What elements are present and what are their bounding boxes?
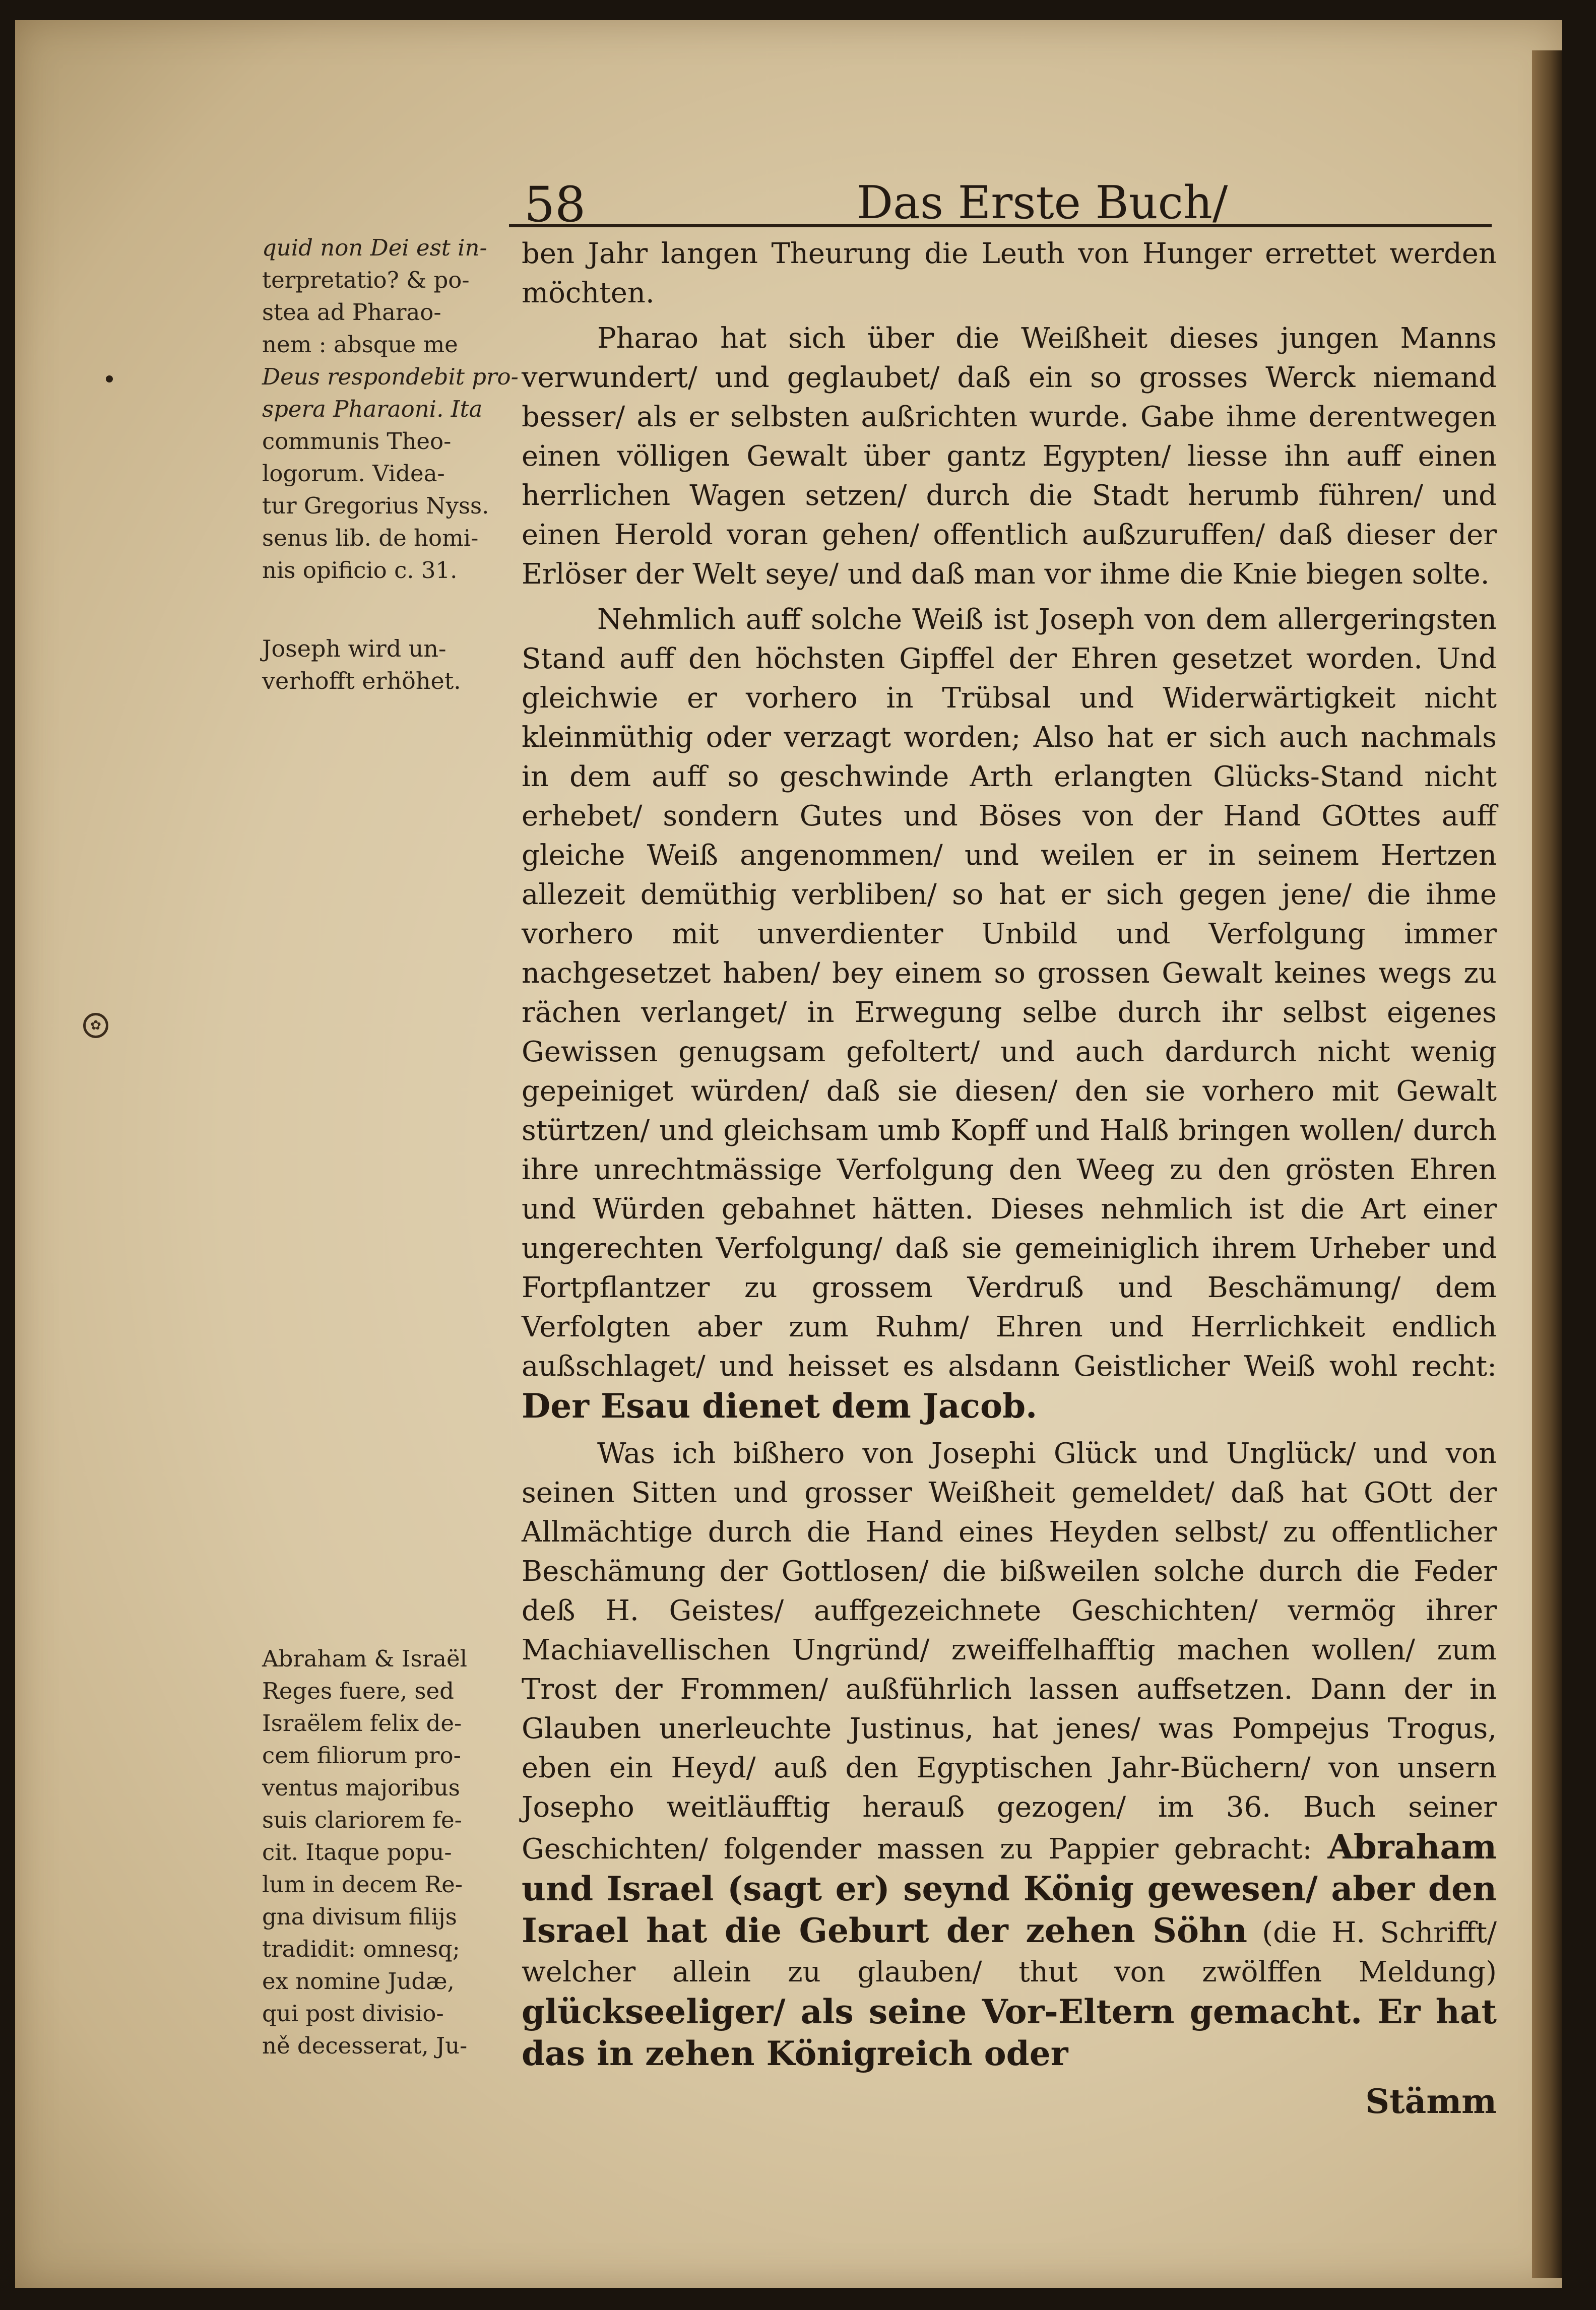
margin-note-3 bbox=[262, 1643, 501, 2062]
margin-line: quid non Dei est in- bbox=[262, 234, 487, 261]
catchword-text: Stämm bbox=[1365, 2082, 1497, 2121]
margin-line: stea ad Pharao- bbox=[262, 299, 441, 326]
paragraph-4-text: Was ich bißhero von Josephi Glück und Unglück/ und von seinen Sitten und grosser Weißheit gemeldet/ daß hat GOtt der Allmächtige durch die Hand eines Heyden selbst/ zu offentlicher Beschämung der Gottlosen/ die bißweilen solche durch die Feder deß H. Geistes/ auffgezeichnete Geschichten/ vermög ihrer Machiavellischen Ungründ/ zweiffelhafftig machen wollen/ zum Trost der Frommen/ außführlich lassen auffsetzen. Dann der in Glauben unerleuchte Justinus, hat jenes/ was Pompejus Trogus, eben ein Heyd/ auß den Egyptischen Jahr-Büchern/ von unsern Josepho weitläufftig herauß gezogen/ im 36. Buch seiner Geschichten/ folgender massen zu Pappier gebracht: bbox=[522, 1437, 1497, 1866]
margin-line: ně decesserat, Ju- bbox=[262, 2032, 468, 2059]
paragraph-4-aside: (die H. Schrifft/ welcher allein zu glauben/ thut von zwölffen Meldung) bbox=[522, 1916, 1497, 1988]
margin-line: verhofft erhöhet. bbox=[262, 667, 461, 694]
margin-line: cem filiorum pro- bbox=[262, 1742, 461, 1769]
header-rule bbox=[509, 224, 1492, 227]
margin-line: gna divisum filijs bbox=[262, 1903, 457, 1930]
paragraph-3-text: Nehmlich auff solche Weiß ist Joseph von dem allergeringsten Stand auff den höchsten Gipffel der Ehren gesetzet worden. Und gleichwie er vorhero in Trübsal und Widerwärtigkeit nicht kleinmüthig oder verzagt worden; Also hat er sich auch nachmals in dem auff so geschwinde Arth erlangten Glücks-Stand nicht erhebet/ sondern Gutes und Böses von der Hand GOttes auff gleiche Weiß angenommen/ und weilen er in seinem Hertzen allezeit demüthig verbliben/ so hat er sich gegen jene/ die ihme vorhero mit unverdienter Unbild und Verfolgung immer nachgesetzet haben/ bey einem so grossen Gewalt keines wegs zu rächen verlanget/ in Erwegung selbe durch ihr selbst eigenes Gewissen genugsam gefoltert/ und auch dardurch nicht wenig gepeiniget würden/ daß sie diesen/ den sie vorhero mit Gewalt stürtzen/ und gleichsam umb Kopff und Halß bringen wollen/ durch ihre unrechtmässige Verfolgung den Weeg zu den grösten Ehren und Würden gebahnet hätten. Dieses nehmlich ist die Art einer ungerechten Verfolgung/ daß sie gemeiniglich ihrem Urheber und Fortpflantzer zu grossem Verdruß und Beschämung/ dem Verfolgten aber zum Ruhm/ Ehren und Herrlichkeit endlich außschlaget/ und heisset es alsdann Geistlicher Weiß wohl recht: bbox=[522, 603, 1497, 1383]
margin-line: tradidit: omnesq; bbox=[262, 1936, 460, 1962]
margin-line: spera Pharaoni. Ita bbox=[262, 396, 483, 422]
paragraph-3 bbox=[522, 600, 1497, 1428]
margin-line: communis Theo- bbox=[262, 428, 452, 455]
margin-line: cit. Itaque popu- bbox=[262, 1839, 452, 1866]
margin-line: Israëlem felix de- bbox=[262, 1710, 462, 1737]
page-number: 58 bbox=[524, 176, 586, 233]
margin-line: Deus respondebit pro- bbox=[262, 363, 519, 390]
ink-dot bbox=[106, 375, 113, 382]
running-head: Das Erste Buch/ bbox=[857, 176, 1228, 229]
margin-note-2 bbox=[262, 632, 501, 697]
book-page bbox=[15, 20, 1562, 2288]
margin-note-1 bbox=[262, 232, 519, 587]
paragraph-2: Pharao hat sich über die Weißheit dieses jungen Manns verwundert/ und geglaubet/ daß ein so grosses Werck niemand besser/ als er selbsten außrichten wurde. Gabe ihme derentwegen einen völligen Gewalt über gantz Egypten/ liesse ihn auff einen herrlichen Wagen setzen/ durch die Stadt herumb führen/ und einen Herold voran gehen/ offentlich außzuruffen/ daß dieser der Erlöser der Welt seye/ und daß man vor ihme die Knie biegen solte. bbox=[522, 322, 1497, 591]
margin-line: nem : absque me bbox=[262, 331, 458, 358]
page-header bbox=[509, 171, 1492, 233]
paragraph-1: ben Jahr langen Theurung die Leuth von Hunger errettet werden möchten. bbox=[522, 237, 1497, 309]
margin-line: Abraham & Israël bbox=[262, 1645, 468, 1672]
emphasis-quote: Abraham und Israel (sagt er) seynd König gewesen/ aber den Israel hat die Geburt der zehen Söhn bbox=[522, 1827, 1497, 1950]
margin-line: nis opificio c. 31. bbox=[262, 557, 458, 584]
margin-line: lum in decem Re- bbox=[262, 1871, 463, 1898]
paragraph-4 bbox=[522, 1434, 1497, 2076]
main-text bbox=[522, 234, 1497, 2130]
page-edge bbox=[1532, 50, 1562, 2278]
catchword bbox=[522, 2082, 1497, 2124]
margin-line: ex nomine Judæ, bbox=[262, 1968, 455, 1995]
ornament-icon: ✿ bbox=[83, 1013, 108, 1038]
margin-line: ventus majoribus bbox=[262, 1774, 460, 1801]
margin-line: suis clariorem fe- bbox=[262, 1807, 462, 1833]
margin-line: qui post divisio- bbox=[262, 2000, 444, 2027]
emphasis-quote: Der Esau dienet dem Jacob. bbox=[522, 1386, 1038, 1426]
margin-line: Reges fuere, sed bbox=[262, 1678, 454, 1704]
margin-line: logorum. Videa- bbox=[262, 460, 445, 487]
emphasis-quote: glückseeliger/ als seine Vor-Eltern gemacht. Er hat das in zehen Königreich oder bbox=[522, 1992, 1497, 2073]
margin-line: tur Gregorius Nyss. bbox=[262, 492, 489, 519]
margin-line: Joseph wird un- bbox=[262, 635, 446, 662]
margin-line: senus lib. de homi- bbox=[262, 525, 479, 551]
margin-line: terpretatio? & po- bbox=[262, 267, 470, 293]
